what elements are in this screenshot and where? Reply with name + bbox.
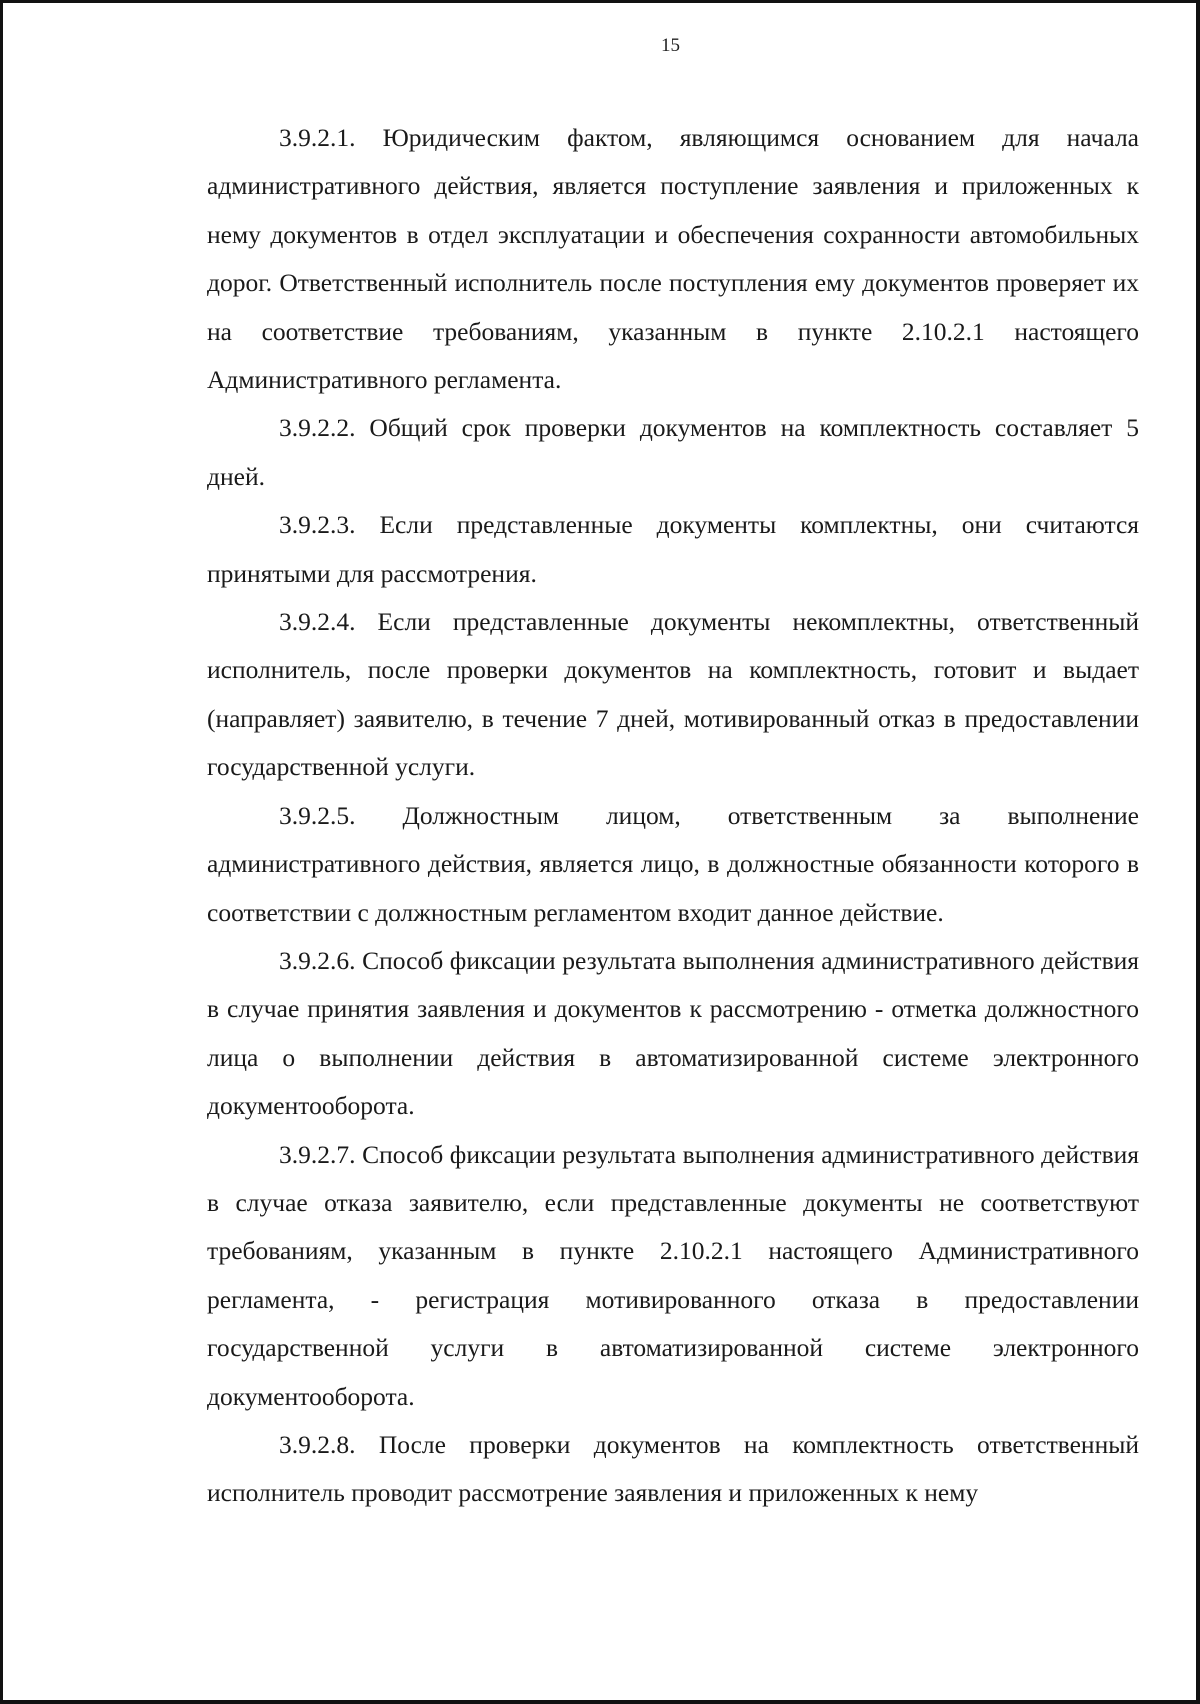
paragraph-3-9-2-5: 3.9.2.5. Должностным лицом, ответственным за выполнение административного действия, является лицо, в должностные обязанности которого в соответствии с должностным регламентом входит данное действие. <box>207 800 1139 927</box>
paragraph-3-9-2-8: 3.9.2.8. После проверки документов на комплектность ответственный исполнитель проводит рассмотрение заявления и приложенных к нему <box>207 1429 1139 1508</box>
paragraph-3-9-2-7: 3.9.2.7. Способ фиксации результата выполнения административного действия в случае отказа заявителю, если представленные документы не соответствуют требованиям, указанным в пункте 2.10.2.1 настоящего Административного регламента, - регистрация мотивированного отказа в предоставлении государственной услуги в автоматизированной системе электронного документооборота. <box>207 1139 1139 1411</box>
paragraph-3-9-2-1: 3.9.2.1. Юридическим фактом, являющимся основанием для начала административного действия, является поступление заявления и приложенных к нему документов в отдел эксплуатации и обеспечения сохранности автомобильных дорог. Ответственный исполнитель после поступления ему документов проверяет их на соответствие требованиям, указанным в пункте 2.10.2.1 настоящего Административного регламента. <box>207 123 1139 395</box>
paragraph-3-9-2-2: 3.9.2.2. Общий срок проверки документов на комплектность составляет 5 дней. <box>207 413 1139 491</box>
document-body <box>207 114 1139 1518</box>
paragraph-3-9-2-4: 3.9.2.4. Если представленные документы некомплектны, ответственный исполнитель, после проверки документов на комплектность, готовит и выдает (направляет) заявителю, в течение 7 дней, мотивированный отказ в предоставлении государственной услуги. <box>207 607 1139 782</box>
paragraph-3-9-2-6: 3.9.2.6. Способ фиксации результата выполнения административного действия в случае принятия заявления и документов к рассмотрению - отметка должностного лица о выполнении действия в автоматизированной системе электронного документооборота. <box>207 945 1139 1121</box>
paragraph-3-9-2-3: 3.9.2.3. Если представленные документы комплектны, они считаются принятыми для рассмотрения. <box>207 510 1139 588</box>
page-number: 15 <box>661 35 680 56</box>
